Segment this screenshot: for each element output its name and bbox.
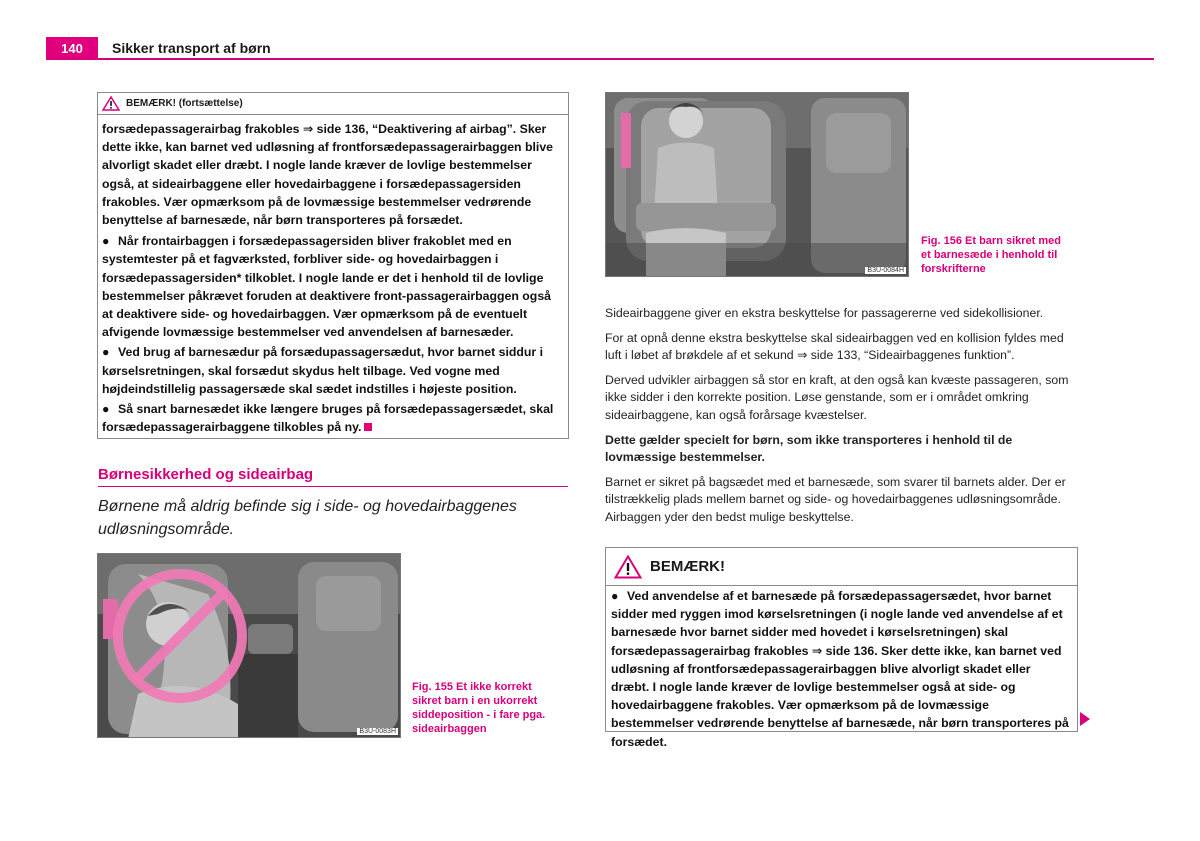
- note-paragraph: forsædepassagerairbag frakobles ⇒ side 136, “Deaktivering af airbag”. Sker dette ikke, kan barnet ved udløsning af frontforsædepassagerairbaggen blive alvorligt skadet eller dræbt. I nogle lande kræver de lovlige bestemmelser også, at sideairbaggene eller hovedairbaggene i forsædepassagersiden frakobles. Vær opmærksom på de lovmæssige bestemmelser vedrørende benyttelse af barnesæde, når børn transporteres på forsædet.: [102, 122, 553, 228]
- note-heading: BEMÆRK!: [650, 558, 725, 575]
- figure-155-caption: Fig. 155 Et ikke korrekt sikret barn i en ukorrekt siddeposition - i fare pga. sideairbaggen: [412, 681, 546, 735]
- figure-155-illustration: [98, 554, 401, 738]
- section-rule: [98, 486, 568, 487]
- section-lead: Børnene må aldrig befinde sig i side- og hovedairbaggenes udløsningsområde.: [98, 498, 517, 538]
- text-paragraph-1: Sideairbaggene giver en ekstra beskyttelse for passagererne ved sidekollisioner.: [605, 306, 1044, 320]
- figure-155: [97, 553, 401, 738]
- end-of-section-marker: [364, 423, 372, 431]
- note-box-warning: [605, 547, 1078, 749]
- note-box-continued: [97, 92, 569, 439]
- text-paragraph-3: Derved udvikler airbaggen så stor en kraft, at den også kan kvæste passageren, som ikke sidder i den korrekte position. Løse genstande, som er i området omkring sideairbaggene, kan også forårsage kvæstelser.: [605, 372, 1069, 422]
- note-bullet-1: ● Når frontairbaggen i forsædepassagersiden bliver frakoblet med en systemtester på et fagværksted, forbliver side- og hovedairbaggen i forsædepassagersiden* tilkoblet. I nogle lande er det i henhold til de lovlige bestemmelser påkrævet foruden at deaktivere front-passagerairbaggen også at deaktivere side- og hovedairbaggen. Vær opmærksom på de eventuelt afvigende lovmæssige bestemmelser ved anvendelsen af barnesæder.: [102, 234, 551, 340]
- warning-triangle-icon: [102, 96, 120, 111]
- figure-156-illustration: [606, 93, 909, 277]
- header-rule: [46, 58, 1154, 60]
- right-column-text: [605, 305, 1079, 534]
- next-page-arrow-icon: [1080, 712, 1090, 726]
- page-title: Sikker transport af børn: [112, 40, 271, 56]
- figure-156-caption: Fig. 156 Et barn sikret med et barnesæde i henhold til forskrifterne: [921, 235, 1061, 275]
- note-header: [606, 548, 1077, 586]
- note-bullet-1: ● Ved anvendelse af et barnesæde på forsædepassagersædet, hvor barnet sidder med ryggen imod kørselsretningen (i nogle lande ved anvendelse af et barnesæde hvor barnet sidder med hovedet i kørselsretningen) skal forsædepassagerairbag frakobles ⇒ side 136. Sker dette ikke, kan barnet ved udløsning af frontforsædepassagerairbaggen blive alvorligt skadet eller dræbt. I nogle lande kræver de lovlige bestemmelser også at side- og hovedairbaggene frakobles. Vær opmærksom på de lovmæssige bestemmelser vedrørende benyttelse af barnesæde, når børn transporteres på forsædet.: [611, 589, 1069, 749]
- note-header: [98, 93, 568, 115]
- note-bullet-2: ● Ved brug af barnesædur på forsædupassagersædut, hvor barnet siddur i kørselsretningen, skal forsædut skydus helt tilbage. Ved vogne med højdeindstillelig passagersæde skal sædet indstilles i højeste position.: [102, 345, 544, 396]
- note-heading: BEMÆRK! (fortsættelse): [126, 98, 243, 109]
- figure-155-code: B3U-0083H: [359, 728, 396, 735]
- figure-156: [605, 92, 909, 277]
- text-paragraph-5: Barnet er sikret på bagsædet med et barnesæde, som svarer til barnets alder. Der er tilstrækkelig plads mellem barnet og side- og hovedairbaggenes udløsningsområde. Airbaggen yder den bedst mulige beskyttelse.: [605, 474, 1066, 524]
- section-title: Børnesikkerhed og sideairbag: [98, 466, 314, 483]
- page-number: 140: [46, 37, 98, 60]
- note-content: [98, 115, 568, 436]
- text-paragraph-2: For at opnå denne ekstra beskyttelse skal sideairbaggen ved en kollision fyldes med luft i løbet af brøkdele af et sekund ⇒ side 133, “Sideairbaggenes funktion”.: [605, 330, 1064, 363]
- warning-triangle-icon: [614, 555, 642, 579]
- note-content: [606, 586, 1077, 751]
- figure-156-code: B3U-0084H: [867, 267, 904, 274]
- note-bullet-3: ● Så snart barnesædet ikke længere bruges på forsædepassagersædet, skal forsædepassagerairbaggene tilkobles på ny.: [102, 402, 554, 435]
- text-paragraph-4: Dette gælder specielt for børn, som ikke transporteres i henhold til de lovmæssige bestemmelser.: [605, 432, 1013, 465]
